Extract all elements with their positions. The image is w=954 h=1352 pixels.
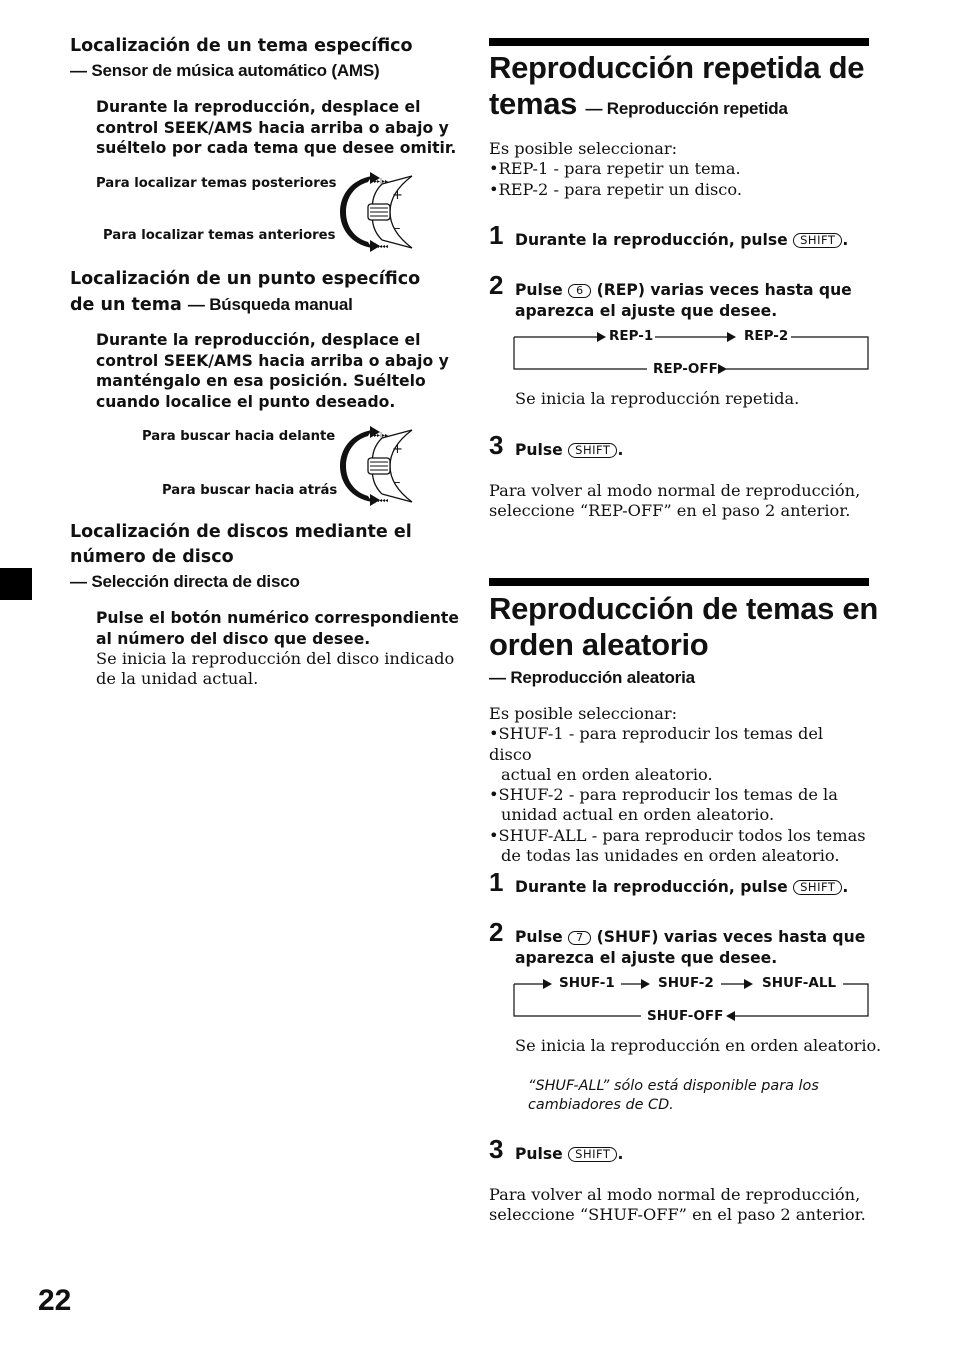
shuffle-step3: Pulse SHIFT . (515, 1145, 624, 1163)
bullet-item: •REP-2 - para repetir un disco. (489, 179, 742, 199)
svg-text:+: + (392, 188, 403, 203)
instruction-line: manténgalo en esa posición. Suéltelo (96, 372, 426, 390)
shuffle-heading-line: Reproducción de temas en (489, 591, 879, 626)
step-text: Pulse (515, 281, 563, 299)
shuffle-outro (489, 1185, 866, 1226)
repeat-intro (489, 139, 742, 200)
ams-label-up: Para localizar temas posteriores (96, 176, 337, 191)
step-text: Pulse (515, 441, 563, 459)
cycle-shuf-all: SHUF-ALL (762, 975, 837, 991)
repeat-step2 (515, 280, 852, 321)
shift-key: SHIFT (793, 233, 842, 248)
body-line: seleccione “REP-OFF” en el paso 2 anterior. (489, 501, 851, 521)
shuffle-intro (489, 704, 869, 866)
shift-key: SHIFT (793, 880, 842, 895)
svg-text:|◂◂◂◂: |◂◂◂◂ (374, 497, 389, 504)
body-line: seleccione “SHUF-OFF” en el paso 2 anterior. (489, 1205, 866, 1225)
bullet-item (489, 826, 869, 867)
body-line: Para volver al modo normal de reproducción, (489, 1185, 861, 1204)
step-text: aparezca el ajuste que desee. (515, 948, 778, 967)
step-text: aparezca el ajuste que desee. (515, 301, 778, 320)
bullet-line: •SHUF-ALL - para reproducir todos los temas (489, 825, 866, 845)
disc-select-instruction (96, 608, 459, 649)
body-line: Se inicia la reproducción del disco indicado (96, 649, 455, 668)
manual-search-subheading: — Búsqueda manual (187, 295, 353, 314)
number-key-6: 6 (568, 284, 591, 298)
cycle-rep1: REP-1 (609, 328, 654, 344)
instruction-line: al número del disco que desee. (96, 629, 371, 648)
step-text: Durante la reproducción, pulse (515, 878, 788, 896)
manual-search-heading-line: Localización de un punto específico (70, 269, 421, 289)
ams-heading: Localización de un tema específico (70, 36, 413, 56)
bullet-item (489, 724, 869, 785)
repeat-subheading: — Reproducción repetida (585, 99, 788, 118)
note-line: “SHUF-ALL” sólo está disponible para los (528, 1078, 819, 1094)
repeat-step3: Pulse SHIFT . (515, 441, 624, 459)
step-number: 2 (489, 270, 504, 300)
ams-instruction-line: suéltelo por cada tema que desee omitir. (96, 139, 457, 157)
shuffle-note (528, 1077, 819, 1115)
shuffle-step1: Durante la reproducción, pulse SHIFT . (515, 878, 849, 896)
disc-select-result (96, 649, 454, 690)
svg-text:+: + (392, 442, 403, 457)
section-rule (489, 578, 869, 586)
instruction-line: control SEEK/AMS hacia arriba o abajo y (96, 351, 449, 370)
manual-search-instruction (96, 330, 449, 412)
repeat-result: Se inicia la reproducción repetida. (515, 389, 800, 408)
body-line: de la unidad actual. (96, 669, 259, 689)
disc-select-heading-line: Localización de discos mediante el (70, 522, 412, 542)
body-line: Para volver al modo normal de reproducción, (489, 481, 861, 500)
step-number: 1 (489, 867, 504, 897)
section-tab-marker (0, 568, 32, 600)
svg-text:–: – (394, 221, 401, 236)
disc-select-subheading: — Selección directa de disco (70, 572, 300, 591)
cycle-rep2: REP-2 (744, 328, 789, 344)
cycle-shuf-off: SHUF-OFF (647, 1008, 724, 1024)
instruction-line: Durante la reproducción, desplace el (96, 331, 421, 349)
shift-key: SHIFT (568, 1147, 617, 1162)
instruction-line: cuando localice el punto deseado. (96, 392, 396, 411)
bullet-line: unidad actual en orden aleatorio. (501, 805, 775, 825)
step-text: Durante la reproducción, pulse (515, 231, 788, 249)
cycle-shuf2: SHUF-2 (658, 975, 714, 991)
step-text: (REP) varias veces hasta que (596, 281, 852, 299)
step-text: Pulse (515, 928, 563, 946)
seek-ams-knob-icon (336, 424, 422, 508)
disc-select-heading-line: número de disco (70, 547, 234, 567)
intro-line: Es posible seleccionar: (489, 704, 678, 723)
ams-subheading: — Sensor de música automático (AMS) (70, 61, 380, 80)
svg-text:▸▸|▸▸: ▸▸|▸▸ (374, 432, 389, 439)
bullet-line: actual en orden aleatorio. (501, 764, 713, 784)
step-text: (SHUF) varias veces hasta que (596, 928, 866, 946)
instruction-line: Pulse el botón numérico correspondiente (96, 609, 459, 627)
bullet-line: de todas las unidades en orden aleatorio. (501, 846, 840, 866)
number-key-7: 7 (568, 931, 591, 945)
cycle-rep-off: REP-OFF (653, 361, 718, 377)
disc-select-heading (70, 520, 412, 570)
svg-text:|◂◂◂◂: |◂◂◂◂ (374, 243, 389, 250)
manual-search-heading (70, 267, 420, 318)
page-number: 22 (38, 1284, 72, 1317)
shift-key: SHIFT (568, 443, 617, 458)
svg-text:▸▸|▸▸: ▸▸|▸▸ (374, 178, 389, 185)
manual-search-heading-line: de un tema (70, 295, 182, 315)
step-number: 3 (489, 430, 504, 460)
section-rule (489, 38, 869, 46)
step-text: Pulse (515, 1145, 563, 1163)
bullet-item: •REP-1 - para repetir un tema. (489, 159, 741, 179)
shuffle-result: Se inicia la reproducción en orden aleatorio. (515, 1036, 882, 1055)
bullet-line: •SHUF-1 - para reproducir los temas del disco (489, 724, 824, 764)
search-label-back: Para buscar hacia atrás (162, 483, 338, 498)
repeat-heading (489, 50, 864, 127)
shuffle-heading (489, 591, 878, 663)
repeat-step1: Durante la reproducción, pulse SHIFT . (515, 231, 849, 249)
shuffle-subheading: — Reproducción aleatoria (489, 668, 695, 687)
shuffle-step2 (515, 927, 865, 968)
repeat-heading-line: temas (489, 86, 578, 121)
shuffle-heading-line: orden aleatorio (489, 627, 709, 662)
step-number: 2 (489, 917, 504, 947)
ams-instruction-line: control SEEK/AMS hacia arriba o abajo y (96, 118, 449, 137)
repeat-outro (489, 481, 860, 522)
cycle-shuf1: SHUF-1 (559, 975, 615, 991)
bullet-item (489, 785, 869, 826)
intro-line: Es posible seleccionar: (489, 139, 678, 158)
ams-instruction (96, 97, 456, 159)
repeat-heading-line: Reproducción repetida de (489, 50, 865, 85)
ams-instruction-line: Durante la reproducción, desplace el (96, 98, 421, 116)
svg-text:–: – (394, 475, 401, 490)
step-number: 1 (489, 220, 504, 250)
bullet-line: •SHUF-2 - para reproducir los temas de la (489, 785, 838, 805)
step-number: 3 (489, 1134, 504, 1164)
ams-label-down: Para localizar temas anteriores (103, 228, 336, 243)
note-line: cambiadores de CD. (528, 1097, 674, 1113)
search-label-forward: Para buscar hacia delante (142, 429, 336, 444)
seek-ams-knob-icon (336, 170, 422, 254)
